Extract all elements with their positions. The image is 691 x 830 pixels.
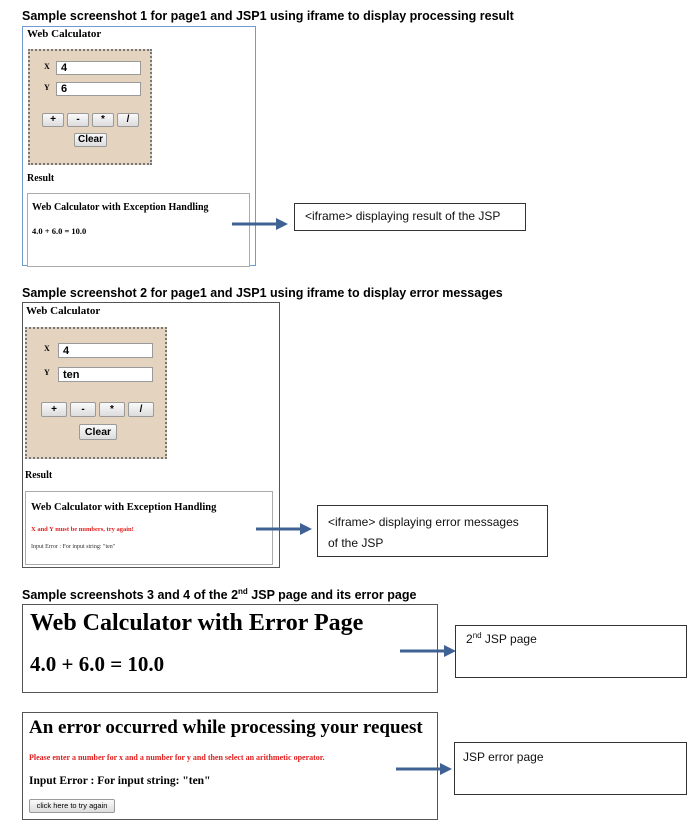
calculator-form — [28, 49, 152, 165]
add-button[interactable]: + — [41, 402, 67, 417]
divide-button[interactable]: / — [128, 402, 154, 417]
caption-prefix: Sample screenshots 3 and 4 of the 2 — [22, 588, 239, 603]
iframe-error-message: X and Y must be numbers, try again! — [31, 526, 134, 533]
note-suffix: JSP page — [481, 632, 537, 646]
error-iframe — [25, 491, 273, 565]
right-arrow-icon — [256, 522, 312, 536]
jsp-page-panel — [22, 604, 438, 693]
note-prefix: 2 — [466, 632, 473, 646]
note-iframe-error — [317, 505, 548, 557]
clear-button[interactable]: Clear — [79, 424, 117, 440]
panel-title: Web Calculator — [27, 28, 102, 40]
multiply-button[interactable]: * — [99, 402, 125, 417]
caption-suffix: JSP page and its error page — [247, 588, 417, 603]
clear-button[interactable]: Clear — [74, 133, 107, 147]
panel-title: Web Calculator — [26, 305, 101, 317]
divide-button[interactable]: / — [117, 113, 139, 127]
x-input[interactable]: 4 — [56, 61, 141, 75]
caption-screenshot-2: Sample screenshot 2 for page1 and JSP1 using iframe to display error messages — [22, 286, 503, 300]
error-page-message: Please enter a number for x and a number for y and then select an arithmetic operator. — [29, 753, 325, 762]
add-button[interactable]: + — [42, 113, 64, 127]
calculator-panel-2 — [22, 302, 280, 568]
iframe-title: Web Calculator with Exception Handling — [32, 202, 209, 213]
note-jsp-page — [455, 625, 687, 678]
y-label: Y — [44, 368, 50, 377]
y-input[interactable]: ten — [58, 367, 153, 382]
jsp-page-title: Web Calculator with Error Page — [30, 610, 364, 636]
calculator-panel-1 — [22, 26, 256, 266]
try-again-button[interactable]: click here to try again — [29, 799, 115, 813]
right-arrow-icon — [232, 217, 288, 231]
subtract-button[interactable]: - — [67, 113, 89, 127]
note-jsp-error-page: JSP error page — [454, 742, 687, 795]
multiply-button[interactable]: * — [92, 113, 114, 127]
jsp-page-result: 4.0 + 6.0 = 10.0 — [30, 652, 165, 676]
result-iframe — [27, 193, 250, 267]
note-superscript: nd — [472, 631, 482, 640]
iframe-result: 4.0 + 6.0 = 10.0 — [32, 226, 87, 236]
right-arrow-icon — [400, 644, 456, 658]
caption-superscript: nd — [238, 587, 248, 596]
note-iframe-result: <iframe> displaying result of the JSP — [294, 203, 526, 231]
error-page-title: An error occurred while processing your request — [29, 717, 423, 738]
right-arrow-icon — [396, 762, 452, 776]
caption-screenshot-1: Sample screenshot 1 for page1 and JSP1 using iframe to display processing result — [22, 9, 514, 23]
calculator-form — [25, 327, 167, 459]
subtract-button[interactable]: - — [70, 402, 96, 417]
y-input[interactable]: 6 — [56, 82, 141, 96]
x-input[interactable]: 4 — [58, 343, 153, 358]
x-label: X — [44, 344, 50, 353]
caption-screenshots-3-4 — [22, 587, 416, 602]
note-line-1: <iframe> displaying error messages — [328, 515, 519, 529]
result-label: Result — [25, 470, 53, 481]
note-line-2: of the JSP — [328, 536, 384, 550]
iframe-title: Web Calculator with Exception Handling — [31, 502, 217, 513]
x-label: X — [44, 62, 50, 71]
iframe-input-error: Input Error : For input string: "ten" — [31, 544, 116, 550]
result-label: Result — [27, 173, 55, 184]
jsp-error-page-panel — [22, 712, 438, 820]
error-page-input-error: Input Error : For input string: "ten" — [29, 775, 211, 787]
y-label: Y — [44, 83, 50, 92]
